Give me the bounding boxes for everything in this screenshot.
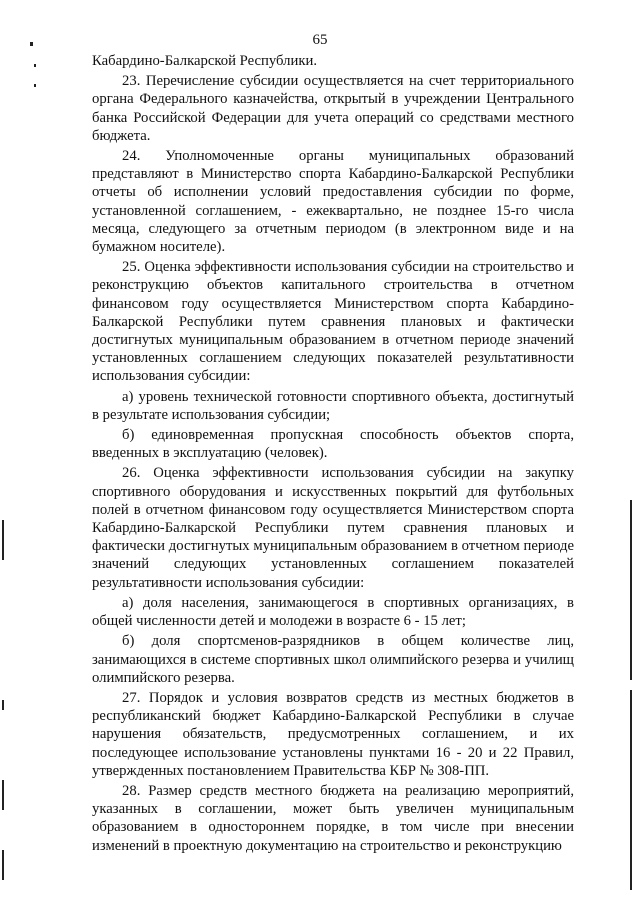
paragraph: Кабардино-Балкарской Республики. (92, 53, 318, 69)
scan-mark (2, 850, 4, 880)
scan-mark (630, 500, 632, 680)
paragraph: 24. Уполномоченные органы муниципальных образований представляют в Министерство спорта Кабардино-Балкарской Республики отчеты об исполнении условий предоставления субсидии по форме, установленной соглашением, - ежеквартально, не позднее 15-го числа месяца, следующего за отчетным периодом (в электронном виде и на бумажном носителе). (92, 148, 574, 256)
paragraph: 27. Порядок и условия возвратов средств из местных бюджетов в республиканский бюджет Кабардино-Балкарской Республики в случае нарушения обязательств, предусмотренных соглашением, и их последующее использование установлены пунктами 16 - 20 и 22 Правил, утвержденных постановлением Правительства КБР № 308-ПП. (92, 689, 574, 779)
paragraph: б) единовременная пропускная способность объектов спорта, введенных в эксплуатацию (человек). (92, 427, 574, 462)
paragraph: а) доля населения, занимающегося в спортивных организациях, в общей численности детей и молодежи в возрасте 6 - 15 лет; (92, 594, 574, 630)
scan-mark (2, 700, 4, 710)
paragraph: 23. Перечисление субсидии осуществляется на счет территориального органа Федерального казначейства, открытый в учреждении Центрального банка Российской Федерации для учета операций со средствами местного бюджета. (92, 73, 574, 144)
scan-mark (2, 780, 4, 810)
paragraph: 28. Размер средств местного бюджета на реализацию мероприятий, указанных в соглашении, может быть увеличен муниципальным образованием в одностороннем порядке, в том числе при внесении изменений в проектную документацию на строительство и реконструкцию (92, 782, 574, 854)
scan-mark (630, 690, 632, 890)
paragraph: а) уровень технической готовности спортивного объекта, достигнутый в результате использования субсидии; (92, 388, 574, 423)
scan-mark (30, 42, 33, 46)
page-number: 65 (312, 32, 328, 48)
scan-mark (34, 64, 36, 67)
paragraph: б) доля спортсменов-разрядников в общем количестве лиц, занимающихся в системе спортивных школ олимпийского резерва и училищ олимпийского резерва. (92, 633, 574, 686)
scan-mark (2, 520, 4, 560)
paragraph: 25. Оценка эффективности использования субсидии на строительство и реконструкцию объектов капитального строительства в отчетном финансовом году осуществляется Министерством спорта Кабардино-Балкарской Республики путем сравнения плановых и фактически достигнутых муниципальным образованием в отчетном периоде значений установленных соглашением следующих показателей результативности использования субсидии: (92, 259, 574, 385)
document-body (92, 52, 574, 857)
paragraph: 26. Оценка эффективности использования субсидии на закупку спортивного оборудования и искусственных покрытий для футбольных полей в отчетном финансовом году осуществляется Министерством спорта Кабардино-Балкарской Республики путем сравнения плановых и фактически достигнутых муниципальным образованием в отчетном периоде значений следующих установленных соглашением показателей результативности использования субсидии: (92, 465, 574, 591)
scan-mark (34, 84, 36, 87)
